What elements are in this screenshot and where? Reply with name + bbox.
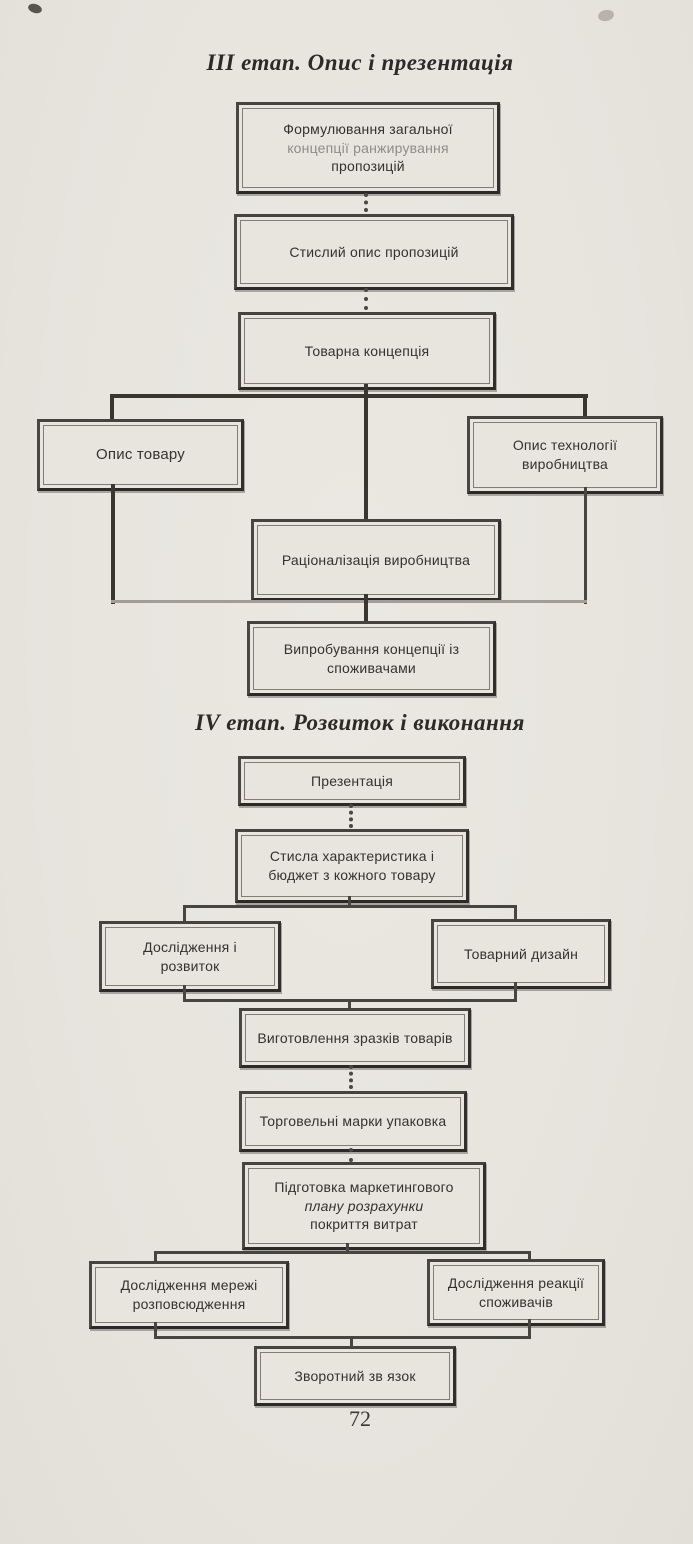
section3-title: ІІІ етап. Опис і презентація	[206, 50, 514, 75]
box-product-concept	[238, 312, 496, 390]
connector-join3-horizontal	[154, 1336, 531, 1339]
connector-dotted-samples-trademarks	[349, 1065, 353, 1089]
box-product-description-line1: Опис товару	[96, 445, 185, 463]
box-concept-testing-line1: Випробування концепції із	[283, 640, 460, 657]
connector-dotted-brief-concept	[364, 288, 368, 310]
box-technology-description-line1: Опис технології	[512, 437, 618, 454]
connector-branch2-horizontal	[183, 905, 517, 908]
box-production-rationalization	[251, 519, 501, 601]
box-feedback	[254, 1346, 456, 1406]
connector-concept-rationalization	[364, 384, 368, 520]
box-brief-description	[234, 214, 514, 290]
connector-drop-research	[183, 905, 186, 922]
box-marketing-plan-line1: Підготовка маркетингового	[274, 1178, 454, 1195]
box-sample-production-line1: Виготовлення зразків товарів	[257, 1029, 453, 1046]
box-research-development	[99, 921, 281, 992]
box-distribution-research	[89, 1261, 289, 1329]
box-formulation-line3: пропозицій	[331, 158, 405, 175]
box-formulation-line2: концепції ранжирування	[287, 139, 449, 156]
box-research-development-line1: Дослідження і	[143, 938, 237, 955]
box-distribution-research-line2: розповсюдження	[132, 1296, 246, 1312]
box-brief-description-line1: Стислий опис пропозицій	[289, 243, 459, 260]
box-formulation-line1: Формулювання загальної	[283, 120, 453, 137]
box-product-description	[37, 419, 244, 491]
box-distribution-research-line1: Дослідження мережі	[120, 1277, 258, 1294]
box-trademarks-packaging-line1: Торговельні марки упаковка	[259, 1113, 447, 1130]
connector-branch3-horizontal	[154, 1251, 531, 1254]
box-brief-characteristic	[235, 829, 469, 903]
box-concept-testing-line2: споживачами	[327, 659, 416, 676]
connector-dotted-trademarks-marketing	[349, 1148, 353, 1162]
box-production-rationalization-line1: Раціоналізація виробництва	[281, 551, 471, 568]
connector-dotted-presentation-characteristic	[349, 804, 353, 828]
box-research-development-line2: розвиток	[160, 957, 220, 974]
connector-dotted-formulation-brief	[364, 193, 368, 212]
connector-branch-horizontal	[110, 394, 588, 398]
section4-title: IV етап. Розвиток і виконання	[195, 710, 525, 735]
box-consumer-reaction-research-line1: Дослідження реакції	[447, 1274, 585, 1291]
box-technology-description-line2: виробництва	[521, 456, 609, 472]
connector-tech-desc-down	[584, 487, 587, 604]
box-consumer-reaction-research	[427, 1259, 605, 1326]
connector-drop-tech-desc	[583, 394, 587, 418]
box-sample-production	[239, 1008, 471, 1068]
box-consumer-reaction-research-line2: споживачів	[479, 1293, 553, 1310]
box-marketing-plan-line3: покриття витрат	[310, 1216, 418, 1233]
box-trademarks-packaging	[239, 1091, 467, 1152]
box-formulation	[236, 102, 500, 194]
box-presentation-line1: Презентація	[310, 772, 394, 789]
box-presentation	[238, 756, 466, 806]
scan-speck	[597, 8, 615, 22]
box-feedback-line1: Зворотний зв язок	[294, 1367, 416, 1384]
box-product-concept-line1: Товарна концепція	[304, 342, 430, 359]
connector-join-horizontal	[111, 600, 587, 603]
connector-rationalization-testing	[364, 594, 368, 622]
box-marketing-plan	[242, 1162, 486, 1250]
page-number: 72	[349, 1406, 371, 1431]
box-brief-characteristic-line1: Стисла характеристика і	[269, 848, 435, 865]
box-product-design-line1: Товарний дизайн	[463, 945, 579, 962]
connector-drop-design	[514, 905, 517, 920]
scan-speck	[27, 2, 43, 15]
connector-drop-product-desc	[110, 394, 114, 421]
box-technology-description	[467, 416, 663, 494]
box-marketing-plan-line2: плану розрахунки	[304, 1197, 424, 1214]
box-concept-testing	[247, 621, 496, 696]
box-product-design	[431, 919, 611, 989]
connector-product-desc-down	[111, 484, 115, 604]
box-brief-characteristic-line2: бюджет з кожного товару	[268, 867, 436, 883]
